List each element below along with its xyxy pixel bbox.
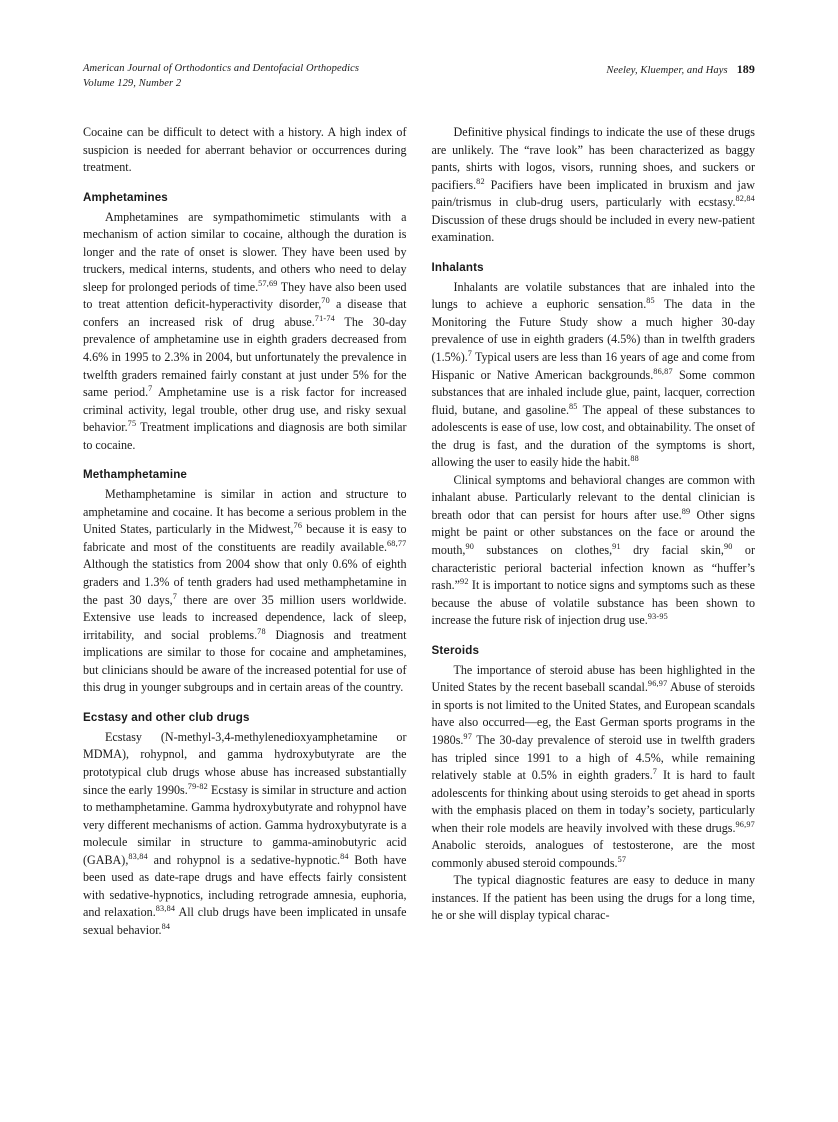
paragraph-text: The importance of steroid abuse has been highlighted in the United States by the recent baseball scandal. — [431, 662, 755, 695]
paragraph-text: The appeal of these substances to adolescents is ease of use, low cost, and obtainability. The onset of the drug is fast, and the duration of the symptoms is short, allowing the user to easily hide the habit. — [431, 402, 755, 470]
paragraph-text: The data in the Monitoring the Future Study show a much higher 30-day prevalence of use in eighth graders (4.5%) than in twelfth graders (1.5%). — [431, 297, 755, 365]
citation-ref: 71-74 — [314, 313, 335, 323]
left-column — [83, 124, 407, 939]
paragraph-text: All club drugs have been implicated in unsafe sexual behavior. — [83, 905, 407, 937]
heading-steroids: Steroids — [431, 643, 480, 657]
paragraph-text: Clinical symptoms and behavioral changes are common with inhalant abuse. Particularly relevant to the dental clinician is breath odor that can persist for hours after use. — [431, 472, 755, 522]
citation-ref: 90 — [465, 542, 475, 551]
paragraph-text: The typical diagnostic features are easy to deduce in many instances. If the patient has been using the drugs for a long time, he or she will display typical charac- — [431, 873, 755, 923]
paragraph-inhalants — [432, 279, 756, 472]
paragraph-text: or characteristic perioral bacterial infection known as “huffer’s rash.” — [431, 543, 756, 593]
paragraph-text: Anabolic steroids, analogues of testosterone, are the most commonly abused steroid compounds. — [431, 838, 755, 870]
citation-ref: 57 — [617, 854, 627, 864]
citation-ref: 85 — [569, 401, 578, 411]
citation-ref: 70 — [321, 296, 330, 306]
citation-ref: 96,97 — [735, 819, 755, 829]
paragraph-text: The 30-day prevalence of amphetamine use in eighth graders decreased from 4.6% in 1995 to 2.3% in 2004, but unfortunately the prevalence in twelfth graders remained fairly constant at just under 5% for the same period. — [83, 314, 407, 400]
paragraph-text: there are over 35 million users worldwide. Extensive use leads to increased dependence, lack of sleep, irritability, and social problems. — [83, 592, 407, 642]
paragraph-text: It is important to notice signs and symptoms such as these because the abuse of volatile substance has been shown to increase the future risk of injection drug use. — [431, 578, 755, 628]
citation-ref: 78 — [257, 626, 266, 636]
citation-ref: 79-82 — [187, 781, 208, 791]
paragraph-steroids — [432, 662, 756, 873]
page-number: 189 — [736, 62, 755, 76]
paragraph-text: Both have been used as date-rape drugs and have effects fairly consistent with sedative-hypnotics, including retrograde amnesia, euphoria, and relaxation. — [83, 852, 407, 920]
running-head — [83, 62, 755, 91]
paragraph-text: Methamphetamine is similar in action and structure to amphetamine and cocaine. It has become a serious problem in the United States, particularly in the Midwest, — [83, 487, 407, 537]
running-head-right — [606, 62, 755, 77]
paragraph-text: It is hard to fault adolescents for thinking about using steroids to get ahead in sports with the emphasis placed on them in today’s society, particularly when their role models are heavily involved with these drugs. — [431, 768, 755, 835]
citation-ref: 76 — [293, 521, 303, 531]
paragraph-text: Typical users are less than 16 years of age and come from Hispanic or Native American backgrounds. — [431, 350, 755, 382]
citation-ref: 83,84 — [128, 851, 148, 861]
paragraph-text: a disease that confers an increased risk of drug abuse. — [83, 297, 407, 329]
paragraph-typical-diagnostic — [432, 872, 756, 925]
paragraph-text: Cocaine can be difficult to detect with a history. A high index of suspicion is needed for aberrant behavior or occurrences during treatment. — [83, 125, 407, 175]
citation-ref: 96,97 — [647, 679, 668, 689]
journal-title-block — [83, 62, 359, 91]
citation-ref: 83,84 — [155, 904, 176, 914]
paragraph-methamphetamine — [83, 486, 407, 697]
paragraph-text: and rohypnol is a sedative-hypnotic. — [147, 852, 341, 867]
citation-ref: 82,84 — [735, 194, 755, 204]
paragraph-text: because it is easy to fabricate and most of the constituents are readily available. — [83, 522, 407, 554]
paragraph-text: Some common substances that are inhaled include glue, paint, lacquer, correction fluid, butane, and gasoline. — [431, 367, 755, 417]
paragraph-text: dry facial skin, — [620, 543, 724, 558]
citation-ref: 90 — [723, 542, 733, 551]
citation-ref: 7 — [467, 348, 473, 358]
citation-ref: 75 — [127, 419, 137, 429]
heading-methamphetamine: Methamphetamine — [83, 468, 188, 482]
citation-ref: 91 — [612, 542, 621, 551]
citation-ref: 86,87 — [653, 366, 673, 376]
paragraph-text: Diagnosis and treatment implications are similar to those for cocaine and amphetamines, but clinicians should be aware of the increased potential for use of this drug in younger subgroups and in certain areas of the country. — [83, 627, 407, 695]
paragraph-text: They have also been used to treat attention deficit-hyperactivity disorder, — [83, 279, 407, 312]
citation-ref: 68,77 — [387, 538, 407, 548]
citation-ref: 93-95 — [647, 612, 668, 622]
paragraph-text: Amphetamines are sympathomimetic stimulants with a mechanism of action similar to cocaine, although the duration is longer and the rate of onset is slower. They have been used by truckers, medical interns, students, and others who need to delay sleep for prolonged periods of time. — [83, 209, 407, 294]
citation-ref: 84 — [161, 921, 171, 931]
paragraph-text: Ecstasy is similar in structure and action to methamphetamine. Gamma hydroxybutyrate and rohypnol have very different mechanisms of action. Gamma hydroxybutyrate is a molecule similar in structure to gamma-aminobutyric acid (GABA), — [83, 782, 407, 867]
citation-ref: 92 — [460, 577, 469, 587]
paragraph-text: Ecstasy (N-methyl-3,4-methylenedioxyamphetamine or MDMA), rohypnol, and gamma hydroxybutyrate are the prototypical club drugs whose abuse has increased substantially since the early 1990s. — [83, 729, 407, 797]
paragraph-text: Although the statistics from 2004 show that only 0.6% of eighth graders and 1.3% of tenth graders had used methamphetamine in the past 30 days, — [83, 557, 407, 607]
paragraph-amphetamines — [83, 209, 407, 455]
citation-ref: 84 — [340, 851, 349, 861]
heading-inhalants: Inhalants — [431, 260, 484, 274]
paragraph-text: Inhalants are volatile substances that are inhaled into the lungs to achieve a euphoric sensation. — [431, 279, 755, 312]
paragraph-definitive-findings — [432, 124, 756, 247]
citation-ref: 7 — [148, 384, 153, 394]
paragraph-clinical-symptoms — [432, 472, 756, 630]
paragraph-text: Treatment implications and diagnosis are both similar to cocaine. — [83, 420, 407, 452]
paragraph-text: Abuse of steroids in sports is not limited to the United States, and European scandals have also occurred—eg, the East German sports programs in the 1980s. — [431, 680, 755, 747]
paragraph-text: Pacifiers have been implicated in bruxism and jaw pain/trismus in club-drug users, particularly with ecstasy. — [431, 177, 755, 210]
heading-amphetamines: Amphetamines — [83, 190, 168, 204]
paragraph-text: Amphetamine use is a risk factor for increased criminal activity, legal trouble, other drug use, and risky sexual behavior. — [83, 385, 407, 435]
right-column — [432, 124, 756, 939]
paragraph-text: The 30-day prevalence of steroid use in twelfth graders has tripled since 1991 to a high of 4.5%, while remaining relatively stable at 0.5% in eighth graders. — [431, 732, 755, 783]
paragraph-ecstasy — [83, 729, 407, 940]
author-names: Neeley, Kluemper, and Hays — [606, 65, 728, 76]
paragraph-text: substances on clothes, — [474, 543, 613, 558]
citation-ref: 57,69 — [258, 278, 278, 288]
journal-name: American Journal of Orthodontics and Dentofacial Orthopedics — [83, 63, 360, 74]
journal-volume-issue: Volume 129, Number 2 — [83, 77, 182, 89]
paragraph-text: Discussion of these drugs should be included in every new-patient examination. — [431, 212, 755, 245]
paragraph-text: Other signs might be paint or other substances on the face or around the mouth, — [431, 507, 755, 558]
paragraph-text: Definitive physical findings to indicate the use of these drugs are unlikely. The “rave look” has been characterized as baggy pants, shirts with logos, visors, running shoes, and suckers or pacifiers. — [431, 125, 755, 192]
citation-ref: 97 — [463, 731, 473, 741]
citation-ref: 89 — [681, 506, 691, 516]
body-columns — [83, 124, 755, 939]
citation-ref: 85 — [646, 296, 655, 306]
citation-ref: 7 — [652, 767, 658, 777]
paragraph-cocaine — [83, 124, 407, 177]
heading-ecstasy-club-drugs: Ecstasy and other club drugs — [83, 710, 250, 724]
citation-ref: 82 — [476, 176, 485, 186]
citation-ref: 7 — [172, 591, 178, 601]
citation-ref: 88 — [630, 454, 639, 464]
